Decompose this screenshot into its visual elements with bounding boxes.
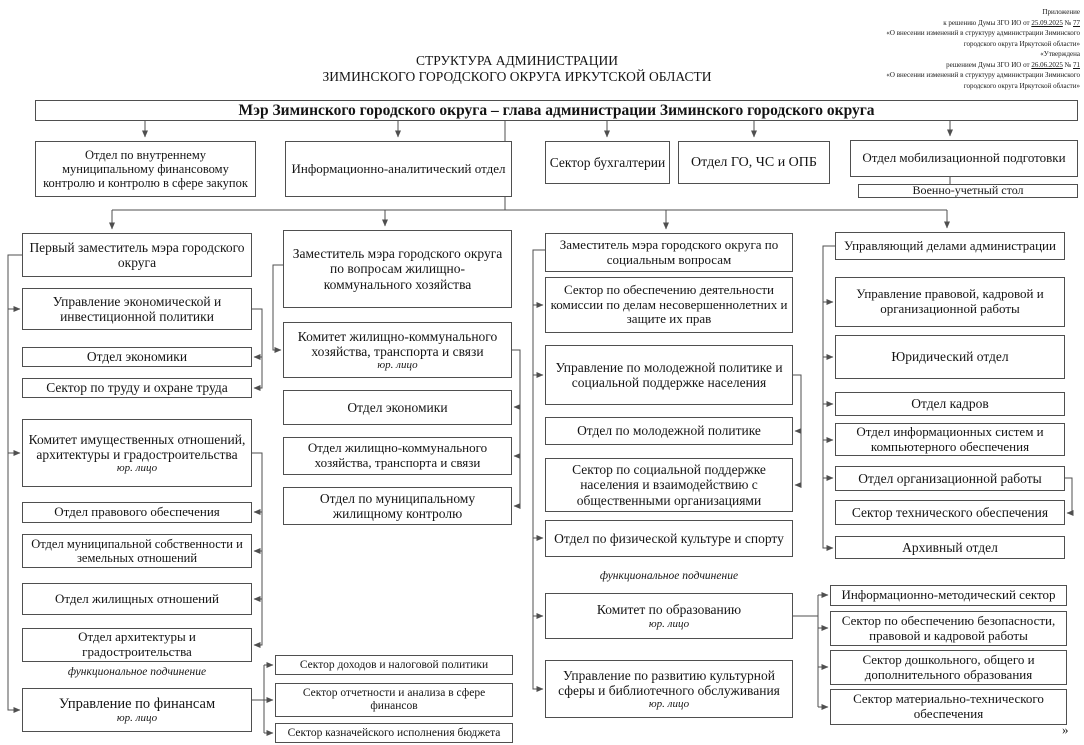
org-box-label: Отдел жилищных отношений bbox=[55, 590, 219, 606]
connector bbox=[252, 453, 262, 645]
org-box-label: Отдел организационной работы bbox=[858, 470, 1042, 486]
org-box-label: Управляющий делами администрации bbox=[844, 237, 1056, 253]
org-box-otdel-zhil-otn bbox=[22, 583, 252, 615]
org-box-info-analit bbox=[285, 141, 512, 197]
org-box-otdel-ekonomiki-1 bbox=[22, 347, 252, 367]
org-box-label: Заместитель мэра городского округа по вопросам жилищно-коммунального хозяйства bbox=[292, 246, 503, 292]
org-box-zam-zhkh bbox=[283, 230, 512, 308]
org-box-yurid-otdel bbox=[835, 335, 1065, 379]
org-box-label: Отдел правового обеспечения bbox=[54, 504, 220, 520]
legal-entity-note: юр. лицо bbox=[648, 698, 690, 711]
org-box-pervy-zam bbox=[22, 233, 252, 277]
org-box-label: Сектор казначейского исполнения бюджета bbox=[287, 726, 501, 739]
org-box-label: Сектор по труду и охране труда bbox=[46, 380, 228, 396]
org-box-mob-podgot bbox=[850, 140, 1078, 177]
org-box-label: Отдел ГО, ЧС и ОПБ bbox=[691, 154, 817, 170]
legal-line: «Утверждена bbox=[1040, 50, 1080, 58]
org-box-label: Отдел по молодежной политике bbox=[577, 423, 761, 439]
org-box-label: Сектор бухгалтерии bbox=[549, 154, 666, 170]
org-box-label: Военно-учетный стол bbox=[912, 183, 1024, 198]
org-box-upr-prav-kadr bbox=[835, 277, 1065, 327]
org-box-label: Управление правовой, кадровой и организационной работы bbox=[856, 286, 1044, 316]
org-box-label: Сектор по социальной поддержке населения и взаимодействию с общественными организациями bbox=[572, 462, 766, 508]
org-box-label: Управление по развитию культурной сферы и библиотечного обслуживания bbox=[558, 667, 780, 698]
org-box-komitet-imush bbox=[22, 419, 252, 487]
connector bbox=[512, 350, 520, 506]
org-box-sektor-kdn bbox=[545, 277, 793, 333]
connector bbox=[1065, 478, 1072, 513]
chart-title bbox=[242, 53, 792, 85]
org-box-sektor-bezop bbox=[830, 611, 1067, 646]
org-box-sektor-kaznach bbox=[275, 723, 513, 743]
org-box-label: Сектор материально-технического обеспечения bbox=[853, 691, 1044, 721]
connector bbox=[823, 246, 835, 548]
connector bbox=[8, 255, 22, 710]
org-box-label: Сектор дошкольного, общего и дополнительного образования bbox=[862, 651, 1035, 682]
org-box-label: Отдел жилищно-коммунального хозяйства, транспорта и связи bbox=[307, 440, 488, 470]
org-box-komitet-obrazovanie bbox=[545, 593, 793, 639]
connector bbox=[273, 265, 283, 350]
chart-title-line1: СТРУКТУРА АДМИНИСТРАЦИИ bbox=[416, 53, 618, 68]
org-box-label: Управление экономической и инвестиционной политики bbox=[52, 293, 222, 324]
org-box-sektor-dohodov bbox=[275, 655, 513, 675]
connector bbox=[533, 250, 545, 689]
org-box-otdel-kadrov bbox=[835, 392, 1065, 416]
org-box-label: Юридический отдел bbox=[891, 349, 1009, 365]
org-box-otdel-pravovogo bbox=[22, 502, 252, 523]
org-box-otdel-mun-sobstv bbox=[22, 534, 252, 568]
org-box-otdel-zhkh-transp bbox=[283, 437, 512, 475]
connector bbox=[793, 375, 801, 485]
org-box-arhiv-otdel bbox=[835, 536, 1065, 559]
org-box-otdel-molodezh bbox=[545, 417, 793, 445]
closing-quote: » bbox=[1062, 722, 1069, 737]
org-box-label: Сектор по обеспечению безопасности, правовой и кадровой работы bbox=[841, 612, 1056, 643]
org-box-voen-uchet bbox=[858, 184, 1078, 198]
org-box-sektor-doshkol bbox=[830, 650, 1067, 685]
legal-line: «О внесении изменений в структуру администрации Зиминского bbox=[886, 29, 1080, 37]
org-box-label: Отдел по муниципальному жилищному контролю bbox=[319, 490, 476, 521]
org-box-label: Отдел экономики bbox=[86, 349, 188, 365]
org-box-label: Информационно-методический сектор bbox=[841, 587, 1056, 603]
org-box-label: Заместитель мэра городского округа по социальным вопросам bbox=[559, 236, 779, 267]
legal-entity-note: юр. лицо bbox=[648, 617, 690, 630]
org-box-otdel-ekonomiki-2 bbox=[283, 390, 512, 425]
org-box-info-metod bbox=[830, 585, 1067, 606]
org-box-label: Отдел информационных систем и компьютерного обеспечения bbox=[856, 423, 1044, 454]
org-box-label: Отдел по внутреннему муниципальному финансовому контролю и контролю в сфере закупок bbox=[43, 147, 248, 191]
legal-entity-note: юр. лицо bbox=[116, 462, 158, 475]
org-box-fin-control bbox=[35, 141, 256, 197]
func-subordination-1: функциональное подчинение bbox=[67, 666, 207, 678]
org-box-upr-molodezh bbox=[545, 345, 793, 405]
org-box-label: Управление по финансам bbox=[58, 695, 216, 712]
org-box-label: Сектор технического обеспечения bbox=[851, 504, 1049, 520]
legal-line: к решению Думы ЗГО ИО от 25.09.2025 № 77 bbox=[943, 18, 1080, 27]
legal-line: Приложение bbox=[1042, 8, 1080, 16]
org-box-label: Сектор по обеспечению деятельности комиссии по делам несовершеннолетних и защите их прав bbox=[550, 281, 788, 327]
org-box-label: Комитет жилищно-коммунального хозяйства, транспорта и связи bbox=[297, 328, 498, 359]
chart-title-line2: ЗИМИНСКОГО ГОРОДСКОГО ОКРУГА ИРКУТСКОЙ ОБЛАСТИ bbox=[322, 69, 712, 85]
org-box-label: Комитет имущественных отношений, архитектуры и градостроительства bbox=[28, 431, 246, 462]
org-box-label: Отдел кадров bbox=[911, 396, 989, 412]
org-box-label: Управление по молодежной политике и социальной поддержке населения bbox=[555, 359, 783, 390]
legal-entity-note: юр. лицо bbox=[377, 359, 418, 372]
org-box-upr-kultura bbox=[545, 660, 793, 718]
func-subordination-2: функциональное подчинение bbox=[599, 570, 739, 582]
org-box-label: Первый заместитель мэра городского округа bbox=[29, 239, 245, 270]
org-box-sektor-mat-teh bbox=[830, 689, 1067, 725]
connector bbox=[252, 309, 262, 388]
org-box-label: Отдел мобилизационной подготовки bbox=[862, 150, 1066, 166]
org-box-label: Сектор доходов и налоговой политики bbox=[299, 658, 489, 671]
legal-line: городского округа Иркутской области» bbox=[963, 39, 1080, 48]
org-box-upr-delami bbox=[835, 232, 1065, 260]
legal-line: городского округа Иркутской области» bbox=[963, 81, 1080, 90]
org-box-label: Отдел муниципальной собственности и земельных отношений bbox=[31, 536, 243, 565]
org-box-sektor-teh bbox=[835, 500, 1065, 525]
org-box-otdel-arhit-grad bbox=[22, 628, 252, 662]
org-box-label: Отдел экономики bbox=[347, 399, 448, 415]
org-box-otdel-fizkult bbox=[545, 520, 793, 557]
org-box-mayor bbox=[35, 100, 1078, 121]
org-box-zam-social bbox=[545, 233, 793, 272]
org-box-otdel-mun-zhil bbox=[283, 487, 512, 525]
org-box-label: Комитет по образованию bbox=[596, 602, 742, 618]
org-box-label: Информационно-аналитический отдел bbox=[291, 160, 506, 176]
org-box-otdel-org-raboty bbox=[835, 466, 1065, 491]
legal-line: «О внесении изменений в структуру администрации Зиминского bbox=[886, 71, 1080, 79]
org-box-buhgalteria bbox=[545, 141, 670, 184]
legal-reference bbox=[770, 7, 1080, 91]
legal-line: решением Думы ЗГО ИО от 26.06.2025 № 71 bbox=[946, 60, 1080, 69]
org-box-label: Сектор отчетности и анализа в сфере финансов bbox=[302, 687, 486, 712]
org-box-otdel-inform bbox=[835, 423, 1065, 456]
org-box-upr-finansam bbox=[22, 688, 252, 732]
org-box-sektor-trud bbox=[22, 378, 252, 398]
org-box-label: Архивный отдел bbox=[902, 539, 998, 555]
org-box-label: Отдел архитектуры и градостроительства bbox=[78, 629, 196, 659]
org-box-sektor-otchet bbox=[275, 683, 513, 717]
legal-entity-note: юр. лицо bbox=[116, 712, 158, 725]
org-box-label: Мэр Зиминского городского округа – глава администрации Зиминского городского округа bbox=[238, 101, 875, 119]
org-box-upr-ekonom-invest bbox=[22, 288, 252, 330]
org-box-komitet-zhkh bbox=[283, 322, 512, 378]
org-box-label: Отдел по физической культуре и спорту bbox=[554, 530, 784, 546]
org-box-go-chs-opb bbox=[678, 141, 830, 184]
org-box-sektor-soc bbox=[545, 458, 793, 512]
